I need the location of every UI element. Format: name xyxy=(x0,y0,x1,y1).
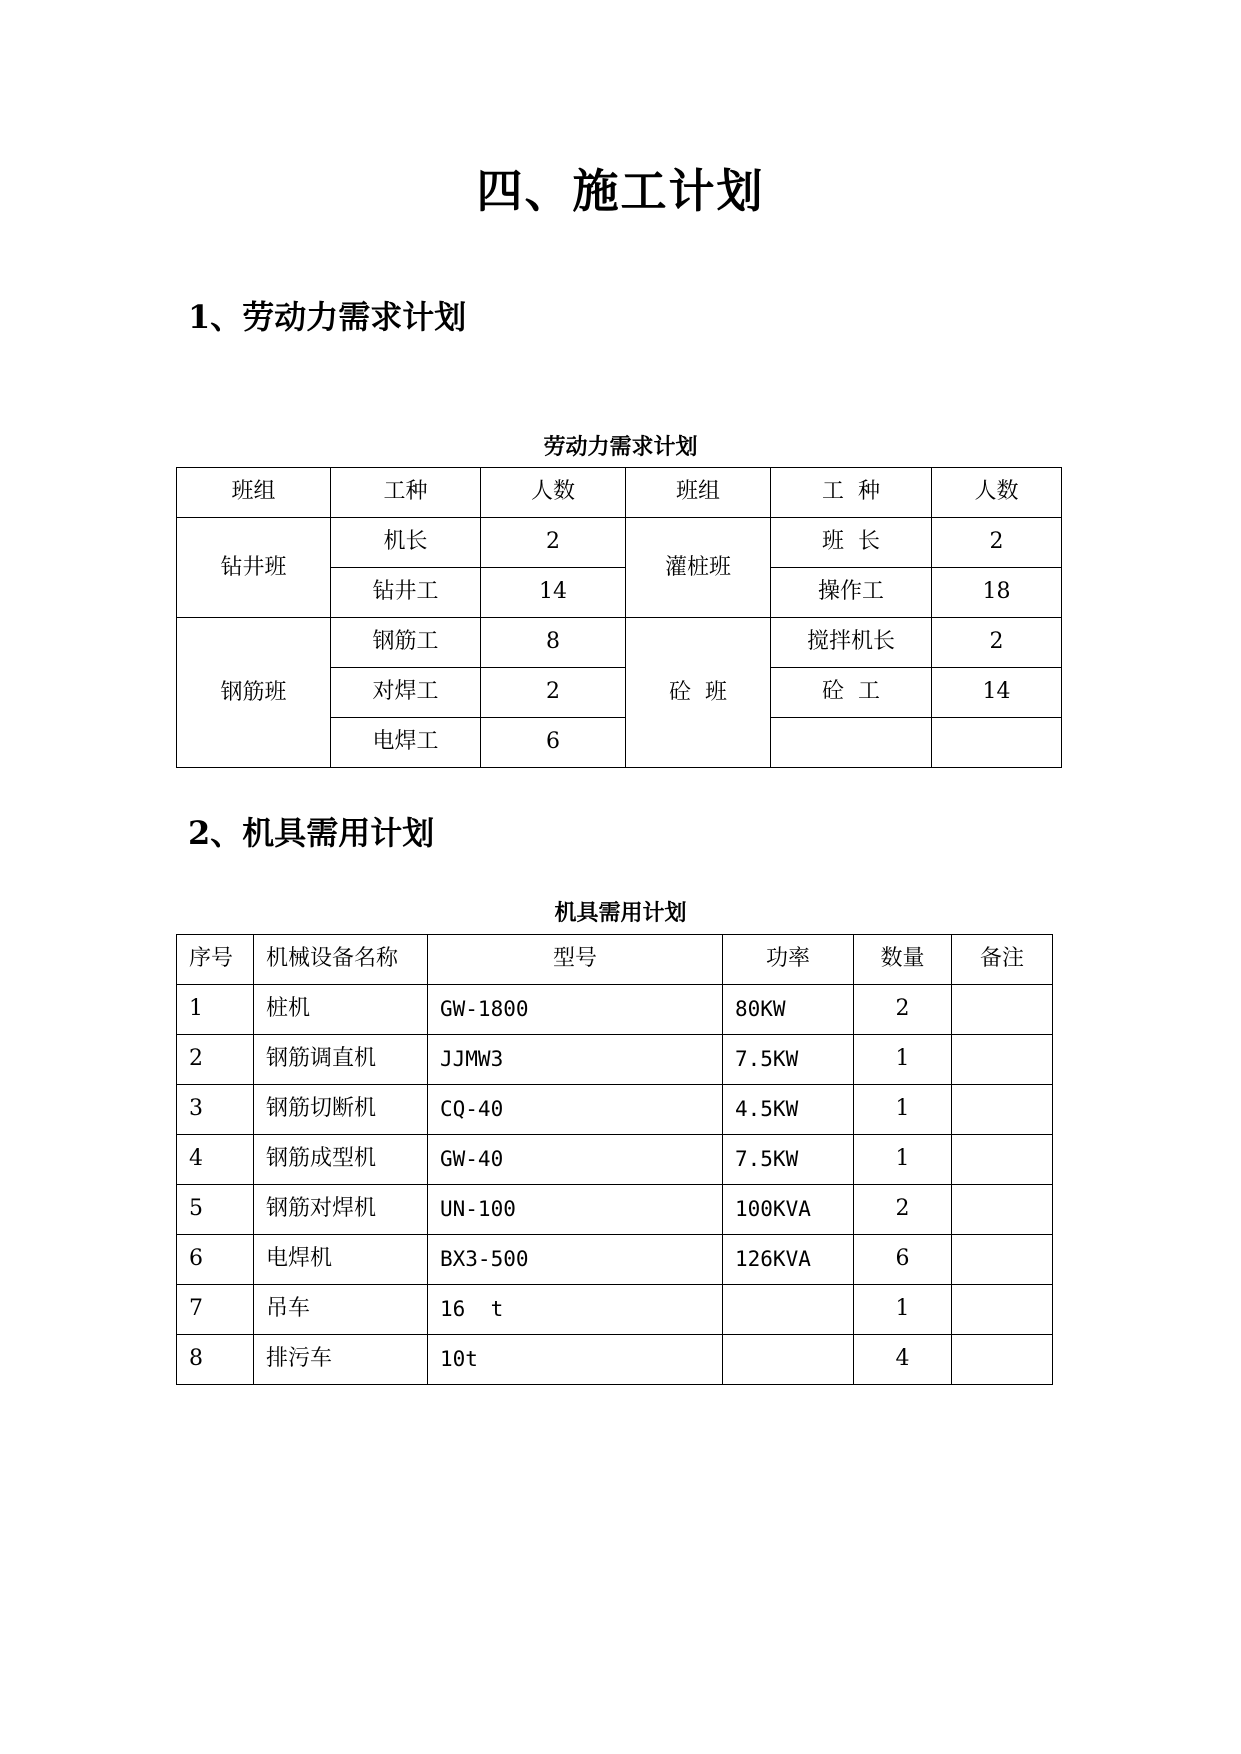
table-row xyxy=(177,1285,1053,1335)
count-cell: 6 xyxy=(481,718,626,768)
equipment-name-cell: 钢筋成型机 xyxy=(254,1135,428,1185)
header-cell: 功率 xyxy=(723,935,854,985)
serial-cell: 1 xyxy=(177,985,254,1035)
table-row xyxy=(177,618,1062,668)
header-cell: 人数 xyxy=(932,468,1062,518)
model-cell: GW-40 xyxy=(428,1135,723,1185)
header-cell: 备注 xyxy=(952,935,1053,985)
note-cell xyxy=(952,1035,1053,1085)
model-cell: GW-1800 xyxy=(428,985,723,1035)
team-cell: 灌桩班 xyxy=(626,518,771,618)
header-cell: 班组 xyxy=(177,468,331,518)
count-cell: 14 xyxy=(481,568,626,618)
machine-table-caption: 机具需用计划 xyxy=(554,900,687,926)
count-cell: 18 xyxy=(932,568,1062,618)
trade-cell: 砼 工 xyxy=(771,668,932,718)
header-cell: 机械设备名称 xyxy=(254,935,428,985)
model-cell: 10t xyxy=(428,1335,723,1385)
quantity-cell: 2 xyxy=(854,985,952,1035)
trade-cell: 电焊工 xyxy=(331,718,481,768)
model-cell: JJMW3 xyxy=(428,1035,723,1085)
table-row xyxy=(177,1235,1053,1285)
note-cell xyxy=(952,1235,1053,1285)
model-cell: UN-100 xyxy=(428,1185,723,1235)
labor-section-heading: 1、劳动力需求计划 xyxy=(188,298,467,336)
power-cell: 7.5KW xyxy=(723,1035,854,1085)
model-cell: BX3-500 xyxy=(428,1235,723,1285)
header-cell: 序号 xyxy=(177,935,254,985)
header-cell: 人数 xyxy=(481,468,626,518)
equipment-name-cell: 钢筋对焊机 xyxy=(254,1185,428,1235)
table-row xyxy=(177,1335,1053,1385)
serial-cell: 5 xyxy=(177,1185,254,1235)
header-cell: 工 种 xyxy=(771,468,932,518)
count-cell: 2 xyxy=(481,668,626,718)
table-row xyxy=(177,518,1062,568)
equipment-name-cell: 钢筋切断机 xyxy=(254,1085,428,1135)
serial-cell: 7 xyxy=(177,1285,254,1335)
trade-cell: 钢筋工 xyxy=(331,618,481,668)
quantity-cell: 1 xyxy=(854,1285,952,1335)
note-cell xyxy=(952,1135,1053,1185)
note-cell xyxy=(952,1185,1053,1235)
trade-cell: 操作工 xyxy=(771,568,932,618)
table-row xyxy=(177,1185,1053,1235)
quantity-cell: 2 xyxy=(854,1185,952,1235)
table-row xyxy=(177,1135,1053,1185)
note-cell xyxy=(952,1285,1053,1335)
equipment-name-cell: 吊车 xyxy=(254,1285,428,1335)
power-cell: 4.5KW xyxy=(723,1085,854,1135)
team-cell: 钻井班 xyxy=(177,518,331,618)
note-cell xyxy=(952,1085,1053,1135)
header-cell: 型号 xyxy=(428,935,723,985)
count-cell: 8 xyxy=(481,618,626,668)
table-row xyxy=(177,1085,1053,1135)
count-cell: 2 xyxy=(932,618,1062,668)
machinery-table xyxy=(176,934,1053,1385)
quantity-cell: 4 xyxy=(854,1335,952,1385)
trade-cell: 搅拌机长 xyxy=(771,618,932,668)
quantity-cell: 6 xyxy=(854,1235,952,1285)
serial-cell: 2 xyxy=(177,1035,254,1085)
team-cell: 砼 班 xyxy=(626,618,771,768)
trade-cell xyxy=(771,718,932,768)
note-cell xyxy=(952,1335,1053,1385)
labor-demand-table xyxy=(176,467,1062,768)
model-cell: 16 t xyxy=(428,1285,723,1335)
quantity-cell: 1 xyxy=(854,1035,952,1085)
trade-cell: 对焊工 xyxy=(331,668,481,718)
page-title: 四、施工计划 xyxy=(476,164,765,218)
labor-header-row xyxy=(177,468,1062,518)
table-row xyxy=(177,1035,1053,1085)
equipment-name-cell: 桩机 xyxy=(254,985,428,1035)
power-cell: 126KVA xyxy=(723,1235,854,1285)
equipment-name-cell: 电焊机 xyxy=(254,1235,428,1285)
equipment-name-cell: 钢筋调直机 xyxy=(254,1035,428,1085)
team-cell: 钢筋班 xyxy=(177,618,331,768)
note-cell xyxy=(952,985,1053,1035)
power-cell xyxy=(723,1285,854,1335)
power-cell: 100KVA xyxy=(723,1185,854,1235)
table-row xyxy=(177,985,1053,1035)
model-cell: CQ-40 xyxy=(428,1085,723,1135)
equipment-name-cell: 排污车 xyxy=(254,1335,428,1385)
count-cell: 2 xyxy=(481,518,626,568)
header-cell: 班组 xyxy=(626,468,771,518)
header-cell: 数量 xyxy=(854,935,952,985)
serial-cell: 4 xyxy=(177,1135,254,1185)
machine-header-row xyxy=(177,935,1053,985)
serial-cell: 3 xyxy=(177,1085,254,1135)
machine-section-heading: 2、机具需用计划 xyxy=(188,814,435,852)
header-cell: 工种 xyxy=(331,468,481,518)
count-cell: 2 xyxy=(932,518,1062,568)
labor-table-caption: 劳动力需求计划 xyxy=(543,434,698,460)
power-cell: 80KW xyxy=(723,985,854,1035)
quantity-cell: 1 xyxy=(854,1085,952,1135)
quantity-cell: 1 xyxy=(854,1135,952,1185)
power-cell: 7.5KW xyxy=(723,1135,854,1185)
trade-cell: 班 长 xyxy=(771,518,932,568)
trade-cell: 钻井工 xyxy=(331,568,481,618)
power-cell xyxy=(723,1335,854,1385)
count-cell: 14 xyxy=(932,668,1062,718)
serial-cell: 8 xyxy=(177,1335,254,1385)
serial-cell: 6 xyxy=(177,1235,254,1285)
count-cell xyxy=(932,718,1062,768)
trade-cell: 机长 xyxy=(331,518,481,568)
